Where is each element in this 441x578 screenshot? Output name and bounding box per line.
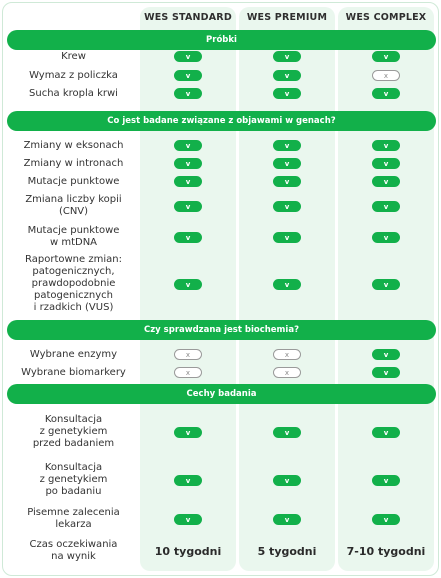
included-check-icon: v xyxy=(174,514,202,525)
table-row xyxy=(3,538,439,564)
table-cell xyxy=(239,175,335,188)
included-check-icon: v xyxy=(372,158,400,169)
section-header: Cechy badania xyxy=(7,384,436,404)
table-cell xyxy=(140,410,236,454)
row-label: Wymaz z policzka xyxy=(29,69,118,81)
table-row xyxy=(3,410,439,454)
row-label: Wybrane biomarkery xyxy=(21,366,126,378)
table-row xyxy=(3,157,439,170)
table-cell xyxy=(140,175,236,188)
included-check-icon: v xyxy=(273,158,301,169)
row-label: Sucha kropla krwi xyxy=(29,87,118,99)
row-label: Konsultacja z genetykiem przed badaniem xyxy=(32,414,115,449)
not-included-cross-icon: x xyxy=(372,70,400,81)
included-check-icon: v xyxy=(273,201,301,212)
table-cell xyxy=(239,410,335,454)
table-row xyxy=(3,458,439,502)
table-row xyxy=(3,224,439,250)
included-check-icon: v xyxy=(372,514,400,525)
table-row xyxy=(3,69,439,82)
table-cell xyxy=(140,50,236,63)
table-cell xyxy=(338,175,434,188)
included-check-icon: v xyxy=(174,88,202,99)
table-cell xyxy=(140,224,236,250)
table-cell xyxy=(338,139,434,152)
table-cell xyxy=(239,224,335,250)
table-cell xyxy=(239,366,335,379)
row-label: Mutacje punktowe w mtDNA xyxy=(27,225,120,248)
table-cell xyxy=(338,254,434,314)
included-check-icon: v xyxy=(372,279,400,290)
table-cell xyxy=(239,69,335,82)
table-row xyxy=(3,506,439,532)
included-check-icon: v xyxy=(174,70,202,81)
table-row xyxy=(3,50,439,63)
included-check-icon: v xyxy=(174,51,202,62)
included-check-icon: v xyxy=(372,176,400,187)
table-cell xyxy=(140,538,236,564)
table-cell xyxy=(239,157,335,170)
row-label: Zmiany w eksonach xyxy=(23,139,124,151)
included-check-icon: v xyxy=(372,427,400,438)
table-cell xyxy=(140,366,236,379)
table-row xyxy=(3,254,439,314)
row-label: Konsultacja z genetykiem po badaniu xyxy=(39,462,108,497)
table-cell xyxy=(239,254,335,314)
waiting-time-value: 10 tygodni xyxy=(154,544,222,558)
table-cell xyxy=(338,87,434,100)
column-header-standard: WES STANDARD xyxy=(144,12,232,23)
table-row xyxy=(3,366,439,379)
table-row xyxy=(3,175,439,188)
table-cell xyxy=(338,224,434,250)
table-row xyxy=(3,193,439,219)
table-row xyxy=(3,139,439,152)
included-check-icon: v xyxy=(372,51,400,62)
table-cell xyxy=(239,538,335,564)
not-included-cross-icon: x xyxy=(273,367,301,378)
row-label: Krew xyxy=(61,50,86,62)
table-row xyxy=(3,87,439,100)
waiting-time-value: 7-10 tygodni xyxy=(346,544,426,558)
row-label: Pisemne zalecenia lekarza xyxy=(27,507,120,530)
included-check-icon: v xyxy=(174,176,202,187)
table-cell xyxy=(338,410,434,454)
included-check-icon: v xyxy=(174,201,202,212)
comparison-table xyxy=(2,2,439,576)
included-check-icon: v xyxy=(273,88,301,99)
table-cell xyxy=(239,50,335,63)
row-label: Raportowne zmian: patogenicznych, prawdopodobnie patogenicznych i rzadkich (VUS) xyxy=(25,254,122,313)
included-check-icon: v xyxy=(273,475,301,486)
table-cell xyxy=(338,193,434,219)
not-included-cross-icon: x xyxy=(174,349,202,360)
not-included-cross-icon: x xyxy=(273,349,301,360)
column-header-complex: WES COMPLEX xyxy=(345,12,427,23)
table-row xyxy=(3,348,439,361)
table-cell xyxy=(338,50,434,63)
table-cell xyxy=(338,458,434,502)
table-cell xyxy=(140,157,236,170)
included-check-icon: v xyxy=(273,176,301,187)
section-header: Próbki xyxy=(7,30,436,50)
row-label: Wybrane enzymy xyxy=(29,348,118,360)
included-check-icon: v xyxy=(273,70,301,81)
row-label: Zmiana liczby kopii (CNV) xyxy=(25,194,122,217)
included-check-icon: v xyxy=(273,140,301,151)
table-cell xyxy=(338,69,434,82)
included-check-icon: v xyxy=(372,201,400,212)
table-cell xyxy=(140,193,236,219)
included-check-icon: v xyxy=(273,51,301,62)
column-header-premium: WES PREMIUM xyxy=(246,12,328,23)
included-check-icon: v xyxy=(174,427,202,438)
not-included-cross-icon: x xyxy=(174,367,202,378)
table-cell xyxy=(140,69,236,82)
table-cell xyxy=(338,348,434,361)
table-cell xyxy=(140,348,236,361)
section-header: Czy sprawdzana jest biochemia? xyxy=(7,320,436,340)
table-cell xyxy=(140,506,236,532)
included-check-icon: v xyxy=(372,140,400,151)
table-cell xyxy=(140,458,236,502)
section-header: Co jest badane związane z objawami w genach? xyxy=(7,111,436,131)
table-cell xyxy=(239,458,335,502)
table-cell xyxy=(338,538,434,564)
included-check-icon: v xyxy=(273,514,301,525)
included-check-icon: v xyxy=(372,232,400,243)
included-check-icon: v xyxy=(372,349,400,360)
table-cell xyxy=(338,157,434,170)
included-check-icon: v xyxy=(372,88,400,99)
table-cell xyxy=(239,348,335,361)
table-cell xyxy=(239,139,335,152)
included-check-icon: v xyxy=(174,140,202,151)
table-cell xyxy=(239,87,335,100)
included-check-icon: v xyxy=(174,475,202,486)
table-cell xyxy=(140,139,236,152)
waiting-time-value: 5 tygodni xyxy=(257,544,317,558)
table-cell xyxy=(239,193,335,219)
included-check-icon: v xyxy=(273,427,301,438)
row-label: Mutacje punktowe xyxy=(27,175,120,187)
table-cell xyxy=(140,87,236,100)
included-check-icon: v xyxy=(174,279,202,290)
included-check-icon: v xyxy=(273,279,301,290)
included-check-icon: v xyxy=(372,475,400,486)
included-check-icon: v xyxy=(273,232,301,243)
included-check-icon: v xyxy=(174,158,202,169)
table-cell xyxy=(338,366,434,379)
table-cell xyxy=(239,506,335,532)
included-check-icon: v xyxy=(174,232,202,243)
row-label: Czas oczekiwania na wynik xyxy=(29,539,118,562)
included-check-icon: v xyxy=(372,367,400,378)
table-cell xyxy=(140,254,236,314)
row-label: Zmiany w intronach xyxy=(23,157,124,169)
table-cell xyxy=(338,506,434,532)
